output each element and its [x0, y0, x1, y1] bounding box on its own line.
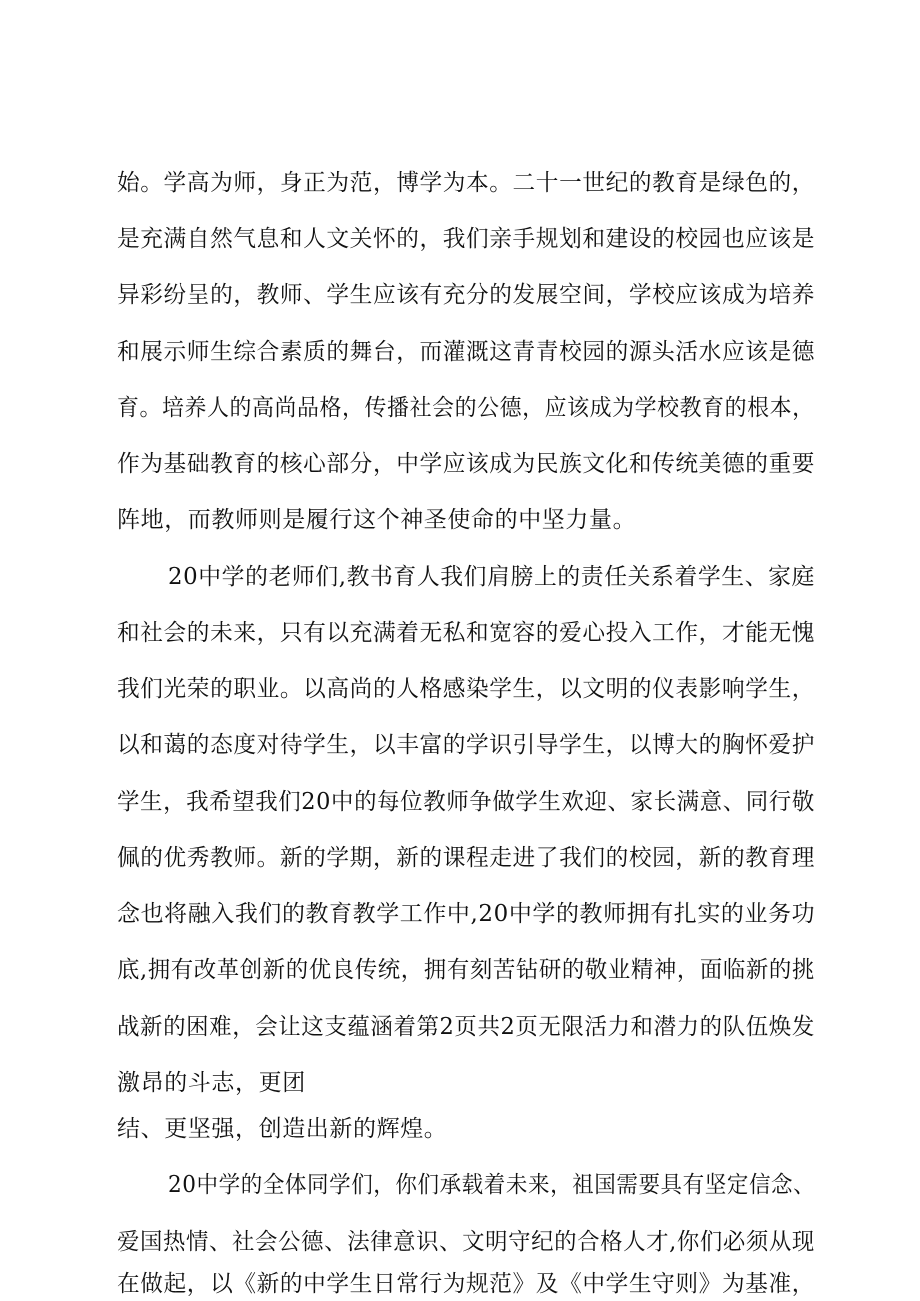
- text-line: 异彩纷呈的，教师、学生应该有充分的发展空间，学校应该成为培养: [117, 282, 816, 308]
- text-line: 底,拥有改革创新的优良传统，拥有刻苦钻研的敬业精神，面临新的挑: [117, 957, 815, 983]
- text-line: 佩的优秀教师。新的学期，新的课程走进了我们的校园，新的教育理: [117, 845, 816, 871]
- text-line: 战新的困难，会让这支蕴涵着第2页共2页无限活力和潜力的队伍焕发: [117, 1014, 815, 1040]
- text-line: 20中学的全体同学们，你们承载着未来，祖国需要具有坚定信念、: [168, 1172, 816, 1198]
- text-line: 和社会的未来，只有以充满着无私和宽容的爱心投入工作，才能无愧: [117, 620, 816, 646]
- text-line: 学生，我希望我们20中的每位教师争做学生欢迎、家长满意、同行敬: [117, 789, 815, 815]
- text-line: 育。培养人的高尚品格，传播社会的公德，应该成为学校教育的根本，: [117, 395, 815, 421]
- text-line: 20中学的老师们,教书育人我们肩膀上的责任关系着学生、家庭: [168, 564, 815, 590]
- text-line: 激昂的斗志，更团: [117, 1070, 306, 1096]
- text-line: 和展示师生综合素质的舞台，而灌溉这青青校园的源头活水应该是德: [117, 339, 816, 365]
- text-line: 爱国热情、社会公德、法律意识、文明守纪的合格人才,你们必须从现: [117, 1229, 815, 1255]
- text-line: 是充满自然气息和人文关怀的，我们亲手规划和建设的校园也应该是: [117, 226, 816, 252]
- text-line: 我们光荣的职业。以高尚的人格感染学生，以文明的仪表影响学生，: [117, 676, 816, 702]
- text-line: 以和蔼的态度对待学生，以丰富的学识引导学生，以博大的胸怀爱护: [117, 732, 816, 758]
- text-line: 结、更坚强，创造出新的辉煌。: [117, 1116, 448, 1142]
- text-line: 念也将融入我们的教育教学工作中,20中学的教师拥有扎实的业务功: [117, 901, 816, 927]
- text-line: 在做起，以《新的中学生日常行为规范》及《中学生守则》为基准，: [117, 1271, 816, 1297]
- text-line: 始。学高为师，身正为范，博学为本。二十一世纪的教育是绿色的，: [117, 170, 816, 196]
- text-line: 阵地，而教师则是履行这个神圣使命的中坚力量。: [117, 507, 637, 533]
- text-line: 作为基础教育的核心部分，中学应该成为民族文化和传统美德的重要: [117, 451, 816, 477]
